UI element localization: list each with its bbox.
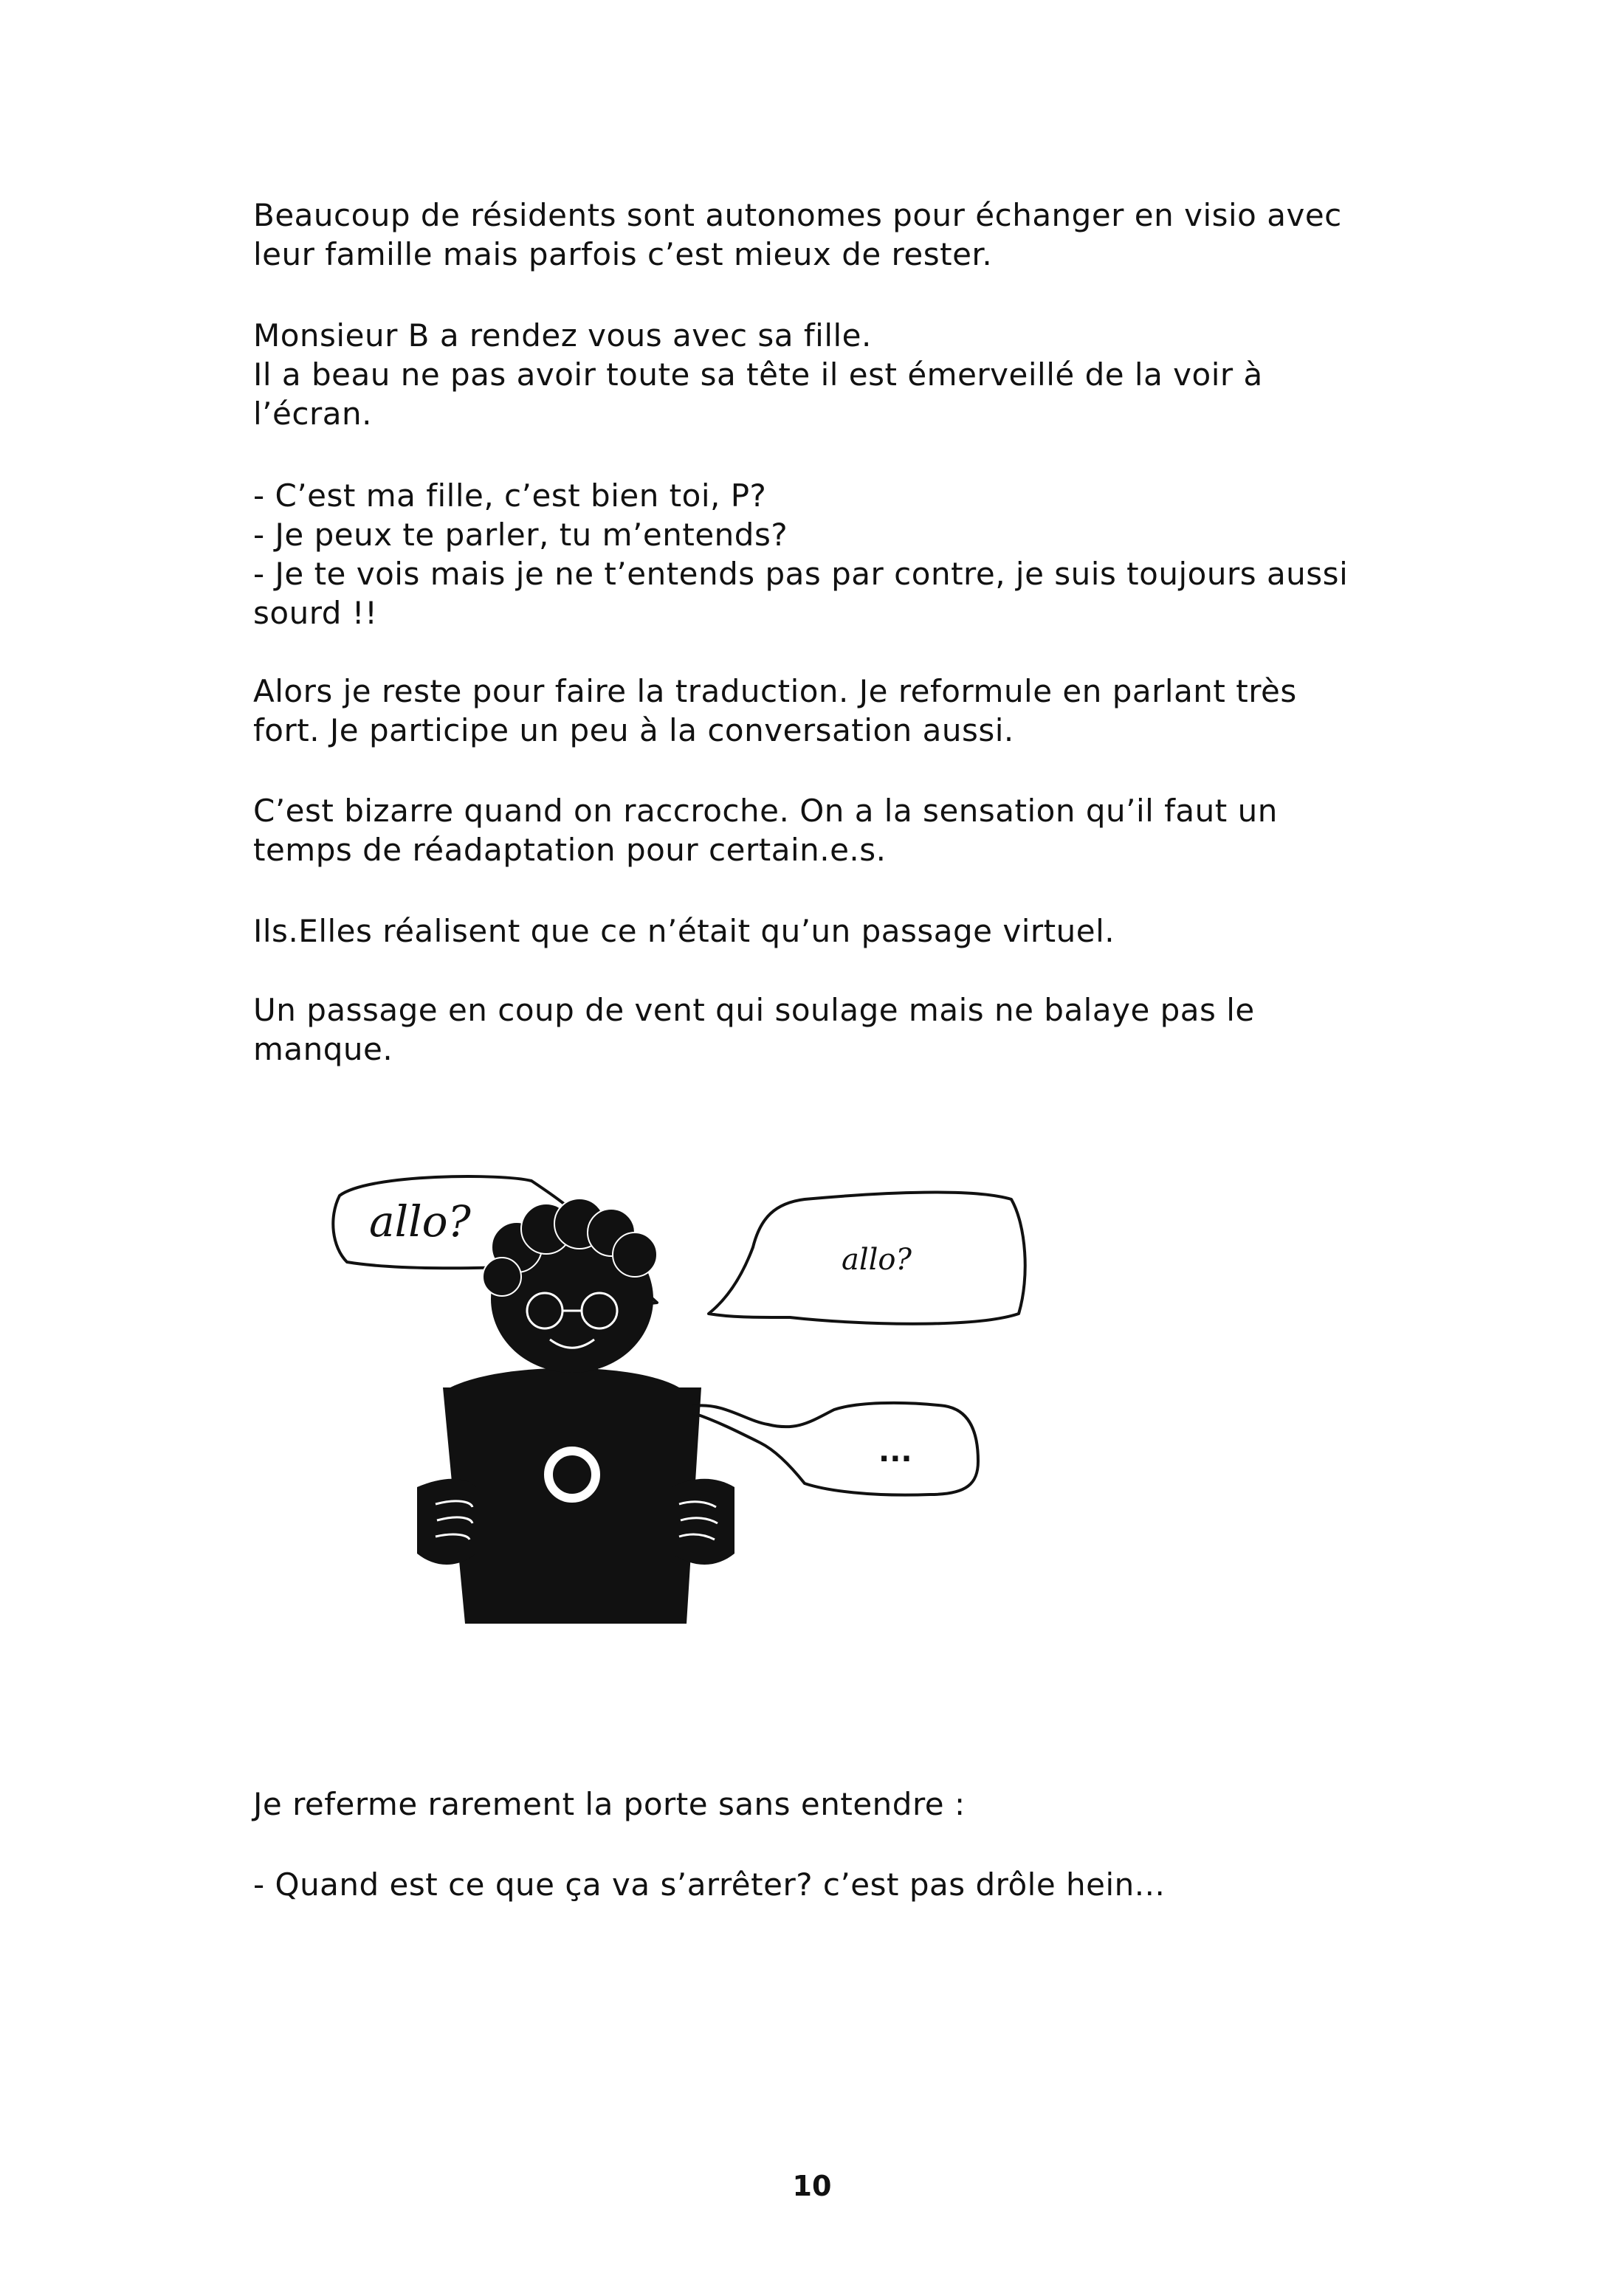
- page-number: 10: [792, 2170, 832, 2202]
- paragraph-9: [253, 1865, 1449, 1904]
- text-line: manque.: [253, 1031, 393, 1067]
- paragraph-3-dialogue: [253, 476, 1449, 632]
- paragraph-2: [253, 316, 1449, 433]
- speech-bubble-right-bottom: [694, 1403, 978, 1495]
- text-line: - Je peux te parler, tu m’entends?: [253, 517, 788, 553]
- text-line: sourd !!: [253, 595, 378, 631]
- hand-left: [417, 1479, 476, 1565]
- bubble-right-top-text: allo?: [842, 1243, 912, 1277]
- text-line: - Quand est ce que ça va s’arrêter? c’est pas drôle hein...: [253, 1866, 1166, 1903]
- text-line: Un passage en coup de vent qui soulage mais ne balaye pas le: [253, 992, 1255, 1028]
- text-line: Monsieur B a rendez vous avec sa fille.: [253, 317, 872, 354]
- paragraph-7: [253, 990, 1449, 1069]
- text-line: Ils.Elles réalisent que ce n’était qu’un passage virtuel.: [253, 913, 1115, 949]
- text-line: Il a beau ne pas avoir toute sa tête il est émerveillé de la voir à: [253, 356, 1263, 393]
- text-line: l’écran.: [253, 396, 372, 432]
- text-line: Beaucoup de résidents sont autonomes pour échanger en visio avec: [253, 197, 1342, 233]
- video-call-illustration: [325, 1166, 1417, 1624]
- paragraph-8: [253, 1785, 1449, 1824]
- text-line: - Je te vois mais je ne t’entends pas par contre, je suis toujours aussi: [253, 556, 1349, 592]
- text-line: C’est bizarre quand on raccroche. On a la sensation qu’il faut un: [253, 793, 1278, 829]
- text-line: temps de réadaptation pour certain.e.s.: [253, 832, 887, 868]
- webcam-logo: [548, 1451, 596, 1498]
- paragraph-1: [253, 196, 1449, 274]
- laptop-icon: [443, 1387, 701, 1624]
- text-line: leur famille mais parfois c’est mieux de rester.: [253, 236, 993, 272]
- text-line: Je referme rarement la porte sans entendre :: [253, 1786, 966, 1822]
- paragraph-4: [253, 672, 1449, 750]
- hand-right: [672, 1479, 734, 1565]
- text-line: - C’est ma fille, c’est bien toi, P?: [253, 478, 767, 514]
- paragraph-6: [253, 911, 1449, 951]
- text-line: Alors je reste pour faire la traduction. Je reformule en parlant très: [253, 673, 1297, 709]
- bubble-left-text: allo?: [369, 1196, 471, 1247]
- bubble-right-bottom-text: ...: [878, 1435, 912, 1469]
- text-line: fort. Je participe un peu à la conversation aussi.: [253, 712, 1014, 748]
- paragraph-5: [253, 791, 1449, 869]
